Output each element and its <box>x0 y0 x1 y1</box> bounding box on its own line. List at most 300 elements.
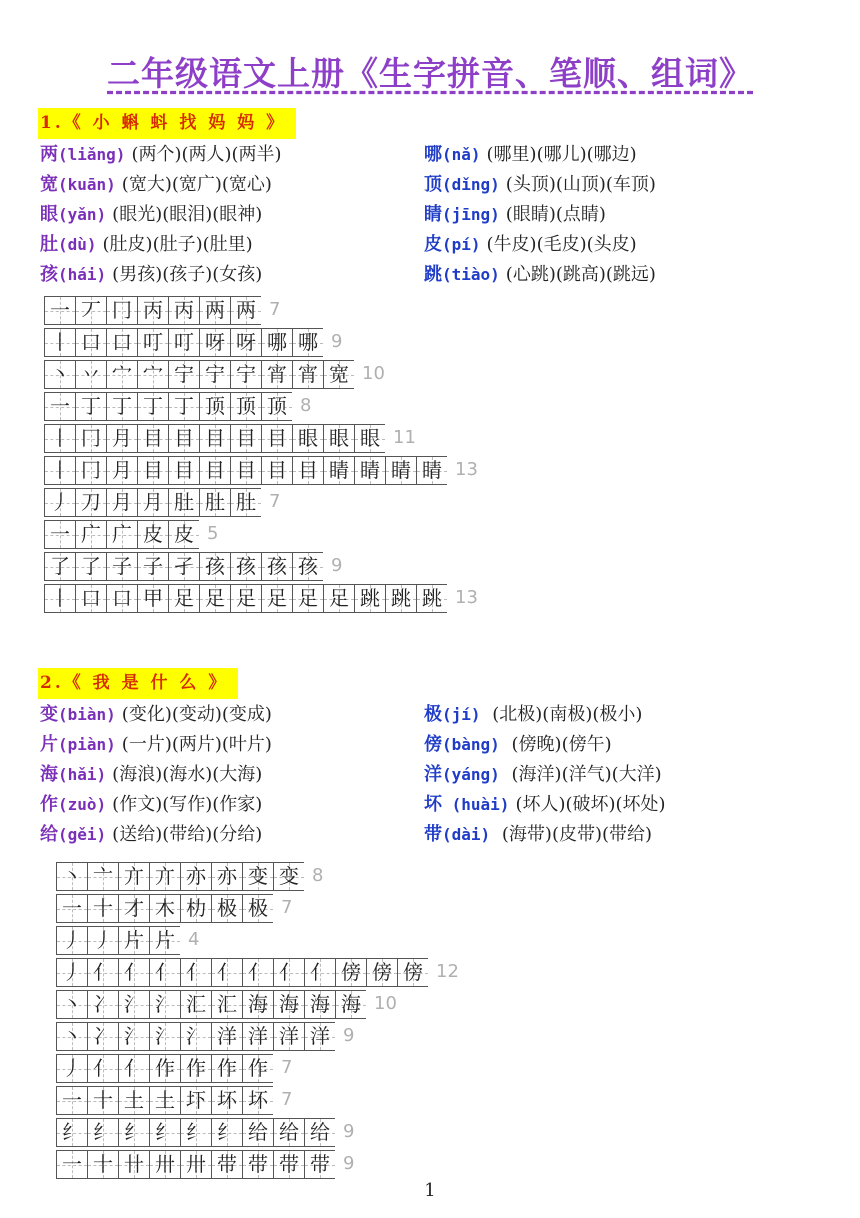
stroke-order-row <box>44 552 478 584</box>
stroke-step-char: 足 <box>174 586 194 610</box>
stroke-step-box <box>106 392 137 421</box>
stroke-step-char: 皮 <box>174 522 194 546</box>
stroke-step-box <box>56 1086 87 1115</box>
stroke-step-char: 呀 <box>236 330 256 354</box>
stroke-step-char: 傍 <box>341 960 361 984</box>
stroke-step-box <box>242 1118 273 1147</box>
stroke-step-char: 丙 <box>174 298 194 322</box>
stroke-step-box <box>75 456 106 485</box>
stroke-step-char: 洋 <box>279 1024 299 1048</box>
stroke-step-box <box>385 584 416 613</box>
stroke-count: 9 <box>331 555 343 576</box>
stroke-step-box <box>87 1086 118 1115</box>
stroke-step-char: 洋 <box>217 1024 237 1048</box>
stroke-step-box <box>304 990 335 1019</box>
stroke-step-char: 纟 <box>186 1120 206 1144</box>
stroke-step-box <box>168 296 199 325</box>
stroke-step-box <box>242 958 273 987</box>
stroke-step-char: 孩 <box>205 554 225 578</box>
stroke-step-char: 十 <box>93 1088 113 1112</box>
stroke-step-box <box>44 488 75 517</box>
vocab-pinyin: (dài) <box>442 825 491 844</box>
vocab-entry <box>40 230 253 260</box>
stroke-step-box <box>75 488 106 517</box>
stroke-step-box <box>149 958 180 987</box>
stroke-step-box <box>230 456 261 485</box>
stroke-step-box <box>44 456 75 485</box>
stroke-step-box <box>242 1054 273 1083</box>
stroke-step-char: 跳 <box>360 586 380 610</box>
vocab-pinyin: (dù) <box>58 235 97 254</box>
stroke-step-box <box>261 392 292 421</box>
vocab-words: (眼睛)(点睛) <box>505 204 606 225</box>
vocab-pinyin: (biàn) <box>58 705 116 724</box>
stroke-step-char: 一 <box>50 394 70 418</box>
vocab-pinyin: (yǎn) <box>58 205 107 224</box>
stroke-step-char: 纟 <box>217 1120 237 1144</box>
stroke-step-char: 作 <box>186 1056 206 1080</box>
vocab-pinyin: (huài) <box>442 795 510 814</box>
stroke-count: 7 <box>281 1057 293 1078</box>
stroke-order-block-2 <box>56 862 459 1182</box>
stroke-step-char: 目 <box>205 458 225 482</box>
stroke-step-char: 孩 <box>267 554 287 578</box>
stroke-step-box <box>118 862 149 891</box>
vocab-char: 给 <box>40 824 58 845</box>
stroke-step-box <box>385 456 416 485</box>
stroke-step-box <box>149 1150 180 1179</box>
stroke-step-char: 目 <box>143 458 163 482</box>
stroke-step-box <box>180 1150 211 1179</box>
stroke-order-row <box>44 584 478 616</box>
stroke-step-box <box>75 520 106 549</box>
stroke-step-box <box>87 894 118 923</box>
stroke-step-box <box>242 862 273 891</box>
stroke-step-box <box>118 926 149 955</box>
stroke-step-char: 叮 <box>143 330 163 354</box>
stroke-step-box <box>87 862 118 891</box>
stroke-step-box <box>292 328 323 357</box>
stroke-step-box <box>211 1086 242 1115</box>
stroke-step-box <box>199 392 230 421</box>
stroke-step-box <box>56 1150 87 1179</box>
vocab-words: (宽大)(宽广)(宽心) <box>121 174 272 195</box>
stroke-step-box <box>211 862 242 891</box>
stroke-step-char: 刀 <box>81 490 101 514</box>
stroke-step-box <box>335 958 366 987</box>
stroke-step-char: 顶 <box>236 394 256 418</box>
vocab-words: (海带)(皮带)(带给) <box>496 824 653 845</box>
stroke-step-box <box>168 520 199 549</box>
stroke-step-char: 丨 <box>50 426 70 450</box>
vocab-char: 跳 <box>424 264 442 285</box>
vocab-words: (男孩)(孩子)(女孩) <box>112 264 263 285</box>
stroke-order-row <box>56 926 459 958</box>
stroke-step-box <box>44 392 75 421</box>
vocab-entry <box>424 790 666 820</box>
stroke-step-char: 睛 <box>360 458 380 482</box>
stroke-step-box <box>180 894 211 923</box>
stroke-order-row <box>44 392 478 424</box>
stroke-step-char: 跳 <box>391 586 411 610</box>
stroke-step-char: 亻 <box>155 960 175 984</box>
vocab-pinyin: (jīng) <box>442 205 500 224</box>
vocab-entry <box>40 790 262 820</box>
vocab-char: 皮 <box>424 234 442 255</box>
stroke-step-char: 亻 <box>248 960 268 984</box>
vocab-words: (作文)(写作)(作家) <box>112 794 263 815</box>
stroke-step-box <box>87 990 118 1019</box>
stroke-step-box <box>106 456 137 485</box>
stroke-step-box <box>335 990 366 1019</box>
stroke-step-char: 卅 <box>155 1152 175 1176</box>
vocab-entry <box>424 200 606 230</box>
stroke-step-box <box>118 990 149 1019</box>
stroke-step-char: 子 <box>112 554 132 578</box>
stroke-step-box <box>118 894 149 923</box>
stroke-step-box <box>87 958 118 987</box>
stroke-step-box <box>323 360 354 389</box>
stroke-step-box <box>75 552 106 581</box>
stroke-step-char: 亠 <box>93 864 113 888</box>
vocab-char: 坏 <box>424 794 442 815</box>
vocab-char: 片 <box>40 734 58 755</box>
stroke-count: 7 <box>269 491 281 512</box>
stroke-step-char: 亦 <box>186 864 206 888</box>
stroke-count: 9 <box>343 1153 355 1174</box>
vocab-entry <box>424 260 656 290</box>
stroke-step-char: 丁 <box>143 394 163 418</box>
stroke-step-box <box>242 1086 273 1115</box>
stroke-step-char: 足 <box>205 586 225 610</box>
stroke-step-char: 圷 <box>186 1088 206 1112</box>
stroke-step-char: 片 <box>155 928 175 952</box>
stroke-step-box <box>56 926 87 955</box>
stroke-step-box <box>180 1022 211 1051</box>
stroke-step-box <box>199 328 230 357</box>
vocab-char: 哪 <box>424 144 442 165</box>
stroke-step-box <box>168 456 199 485</box>
vocab-char: 洋 <box>424 764 442 785</box>
stroke-step-box <box>106 488 137 517</box>
stroke-order-row <box>44 488 478 520</box>
stroke-step-char: 丷 <box>81 362 101 386</box>
stroke-step-char: 丿 <box>93 928 113 952</box>
stroke-step-box <box>149 1022 180 1051</box>
stroke-step-char: 一 <box>62 1088 82 1112</box>
stroke-step-box <box>118 1054 149 1083</box>
stroke-step-char: 氵 <box>124 992 144 1016</box>
stroke-step-char: 口 <box>81 586 101 610</box>
vocab-pinyin: (pí) <box>442 235 481 254</box>
stroke-step-char: 一 <box>62 896 82 920</box>
stroke-step-box <box>75 424 106 453</box>
stroke-step-char: 土 <box>124 1088 144 1112</box>
stroke-step-box <box>168 392 199 421</box>
stroke-step-box <box>44 552 75 581</box>
vocab-entry <box>40 140 282 170</box>
vocab-entry <box>40 170 272 200</box>
stroke-step-box <box>354 424 385 453</box>
stroke-step-char: 纟 <box>93 1120 113 1144</box>
stroke-step-box <box>75 296 106 325</box>
stroke-step-char: 丶 <box>62 864 82 888</box>
stroke-step-box <box>137 584 168 613</box>
stroke-step-box <box>199 552 230 581</box>
stroke-step-box <box>168 360 199 389</box>
stroke-step-char: 甲 <box>143 586 163 610</box>
stroke-step-box <box>199 360 230 389</box>
page-title: 二年级语文上册《生字拼音、笔顺、组词》 <box>107 54 753 93</box>
stroke-step-char: 氵 <box>155 992 175 1016</box>
vocab-pinyin: (zuò) <box>58 795 107 814</box>
stroke-step-box <box>168 424 199 453</box>
stroke-step-box <box>261 424 292 453</box>
stroke-step-box <box>180 1086 211 1115</box>
stroke-step-char: 带 <box>279 1152 299 1176</box>
stroke-step-box <box>44 296 75 325</box>
stroke-step-char: 睛 <box>422 458 442 482</box>
stroke-step-box <box>168 552 199 581</box>
vocab-char: 带 <box>424 824 442 845</box>
vocab-entry <box>424 730 612 760</box>
stroke-step-box <box>323 584 354 613</box>
vocab-words: (海浪)(海水)(大海) <box>112 764 263 785</box>
stroke-step-char: 丶 <box>62 992 82 1016</box>
vocab-char: 傍 <box>424 734 442 755</box>
vocab-entry <box>424 140 637 170</box>
stroke-step-box <box>416 584 447 613</box>
stroke-step-box <box>261 360 292 389</box>
stroke-step-box <box>87 1022 118 1051</box>
stroke-step-box <box>106 328 137 357</box>
vocab-entry <box>424 700 642 730</box>
stroke-order-row <box>56 1118 459 1150</box>
vocab-words: (牛皮)(毛皮)(头皮) <box>486 234 637 255</box>
vocab-char: 两 <box>40 144 58 165</box>
stroke-step-char: 亻 <box>310 960 330 984</box>
stroke-step-char: 目 <box>143 426 163 450</box>
stroke-step-box <box>211 1150 242 1179</box>
vocab-pinyin: (jí) <box>442 705 481 724</box>
stroke-count: 10 <box>374 993 397 1014</box>
vocab-entry <box>424 170 656 200</box>
stroke-step-box <box>180 1118 211 1147</box>
stroke-step-char: 宵 <box>298 362 318 386</box>
stroke-step-char: 宁 <box>236 362 256 386</box>
stroke-step-box <box>87 926 118 955</box>
stroke-step-char: 月 <box>112 426 132 450</box>
stroke-step-char: 月 <box>112 490 132 514</box>
stroke-step-char: 宁 <box>174 362 194 386</box>
stroke-step-box <box>230 552 261 581</box>
stroke-step-char: 丁 <box>81 394 101 418</box>
vocab-words: (海洋)(洋气)(大洋) <box>505 764 662 785</box>
stroke-step-box <box>242 1150 273 1179</box>
stroke-count: 13 <box>455 587 478 608</box>
stroke-step-char: 宀 <box>112 362 132 386</box>
stroke-step-box <box>75 392 106 421</box>
stroke-step-char: 氵 <box>186 1024 206 1048</box>
stroke-step-char: 口 <box>81 330 101 354</box>
stroke-step-box <box>323 424 354 453</box>
stroke-step-box <box>87 1118 118 1147</box>
stroke-step-box <box>211 990 242 1019</box>
stroke-step-char: 纟 <box>124 1120 144 1144</box>
stroke-step-char: 两 <box>205 298 225 322</box>
vocab-char: 顶 <box>424 174 442 195</box>
stroke-step-char: 木 <box>155 896 175 920</box>
stroke-step-char: 丶 <box>50 362 70 386</box>
stroke-step-box <box>242 990 273 1019</box>
vocab-words: (一片)(两片)(叶片) <box>121 734 272 755</box>
stroke-step-box <box>230 328 261 357</box>
stroke-step-box <box>354 456 385 485</box>
stroke-step-char: 眼 <box>298 426 318 450</box>
stroke-step-box <box>180 958 211 987</box>
stroke-count: 4 <box>188 929 200 950</box>
stroke-step-char: 宵 <box>267 362 287 386</box>
stroke-step-char: 极 <box>217 896 237 920</box>
stroke-step-char: 眼 <box>360 426 380 450</box>
stroke-step-char: 肚 <box>205 490 225 514</box>
stroke-step-char: 足 <box>267 586 287 610</box>
stroke-step-char: 冂 <box>81 426 101 450</box>
vocab-char: 极 <box>424 704 442 725</box>
stroke-step-box <box>211 958 242 987</box>
stroke-step-char: 丿 <box>62 928 82 952</box>
stroke-step-box <box>273 990 304 1019</box>
stroke-step-box <box>137 552 168 581</box>
vocab-pinyin: (yáng) <box>442 765 500 784</box>
stroke-step-char: 丆 <box>81 298 101 322</box>
stroke-step-box <box>168 488 199 517</box>
stroke-step-box <box>106 584 137 613</box>
stroke-order-row <box>56 990 459 1022</box>
page-number: 1 <box>424 1180 436 1201</box>
stroke-step-box <box>199 584 230 613</box>
stroke-count: 8 <box>312 865 324 886</box>
vocab-entry <box>424 820 652 850</box>
stroke-step-char: 氵 <box>155 1024 175 1048</box>
stroke-step-box <box>230 488 261 517</box>
stroke-step-box <box>56 862 87 891</box>
vocab-words: (北极)(南极)(极小) <box>486 704 643 725</box>
stroke-step-char: 亦 <box>217 864 237 888</box>
stroke-step-box <box>149 1118 180 1147</box>
stroke-step-char: 冂 <box>81 458 101 482</box>
stroke-step-box <box>56 1022 87 1051</box>
stroke-step-char: 坏 <box>248 1088 268 1112</box>
vocab-words: (变化)(变动)(变成) <box>121 704 272 725</box>
stroke-step-box <box>416 456 447 485</box>
stroke-step-box <box>230 424 261 453</box>
stroke-step-char: 冫 <box>93 1024 113 1048</box>
stroke-step-char: 给 <box>310 1120 330 1144</box>
stroke-step-box <box>304 1118 335 1147</box>
vocab-char: 孩 <box>40 264 58 285</box>
stroke-step-box <box>292 424 323 453</box>
section-header-2: 2.《 我 是 什 么 》 <box>38 668 238 699</box>
stroke-step-box <box>106 424 137 453</box>
stroke-step-box <box>292 584 323 613</box>
stroke-step-char: 作 <box>248 1056 268 1080</box>
vocab-pinyin: (gěi) <box>58 825 107 844</box>
stroke-step-box <box>273 1150 304 1179</box>
stroke-step-char: 哪 <box>267 330 287 354</box>
stroke-step-char: 哪 <box>298 330 318 354</box>
stroke-step-char: 宽 <box>329 362 349 386</box>
stroke-step-box <box>118 1022 149 1051</box>
stroke-step-char: 带 <box>217 1152 237 1176</box>
stroke-step-char: 月 <box>112 458 132 482</box>
stroke-step-char: 一 <box>50 522 70 546</box>
stroke-step-box <box>106 360 137 389</box>
stroke-order-row <box>44 360 478 392</box>
stroke-step-char: 才 <box>124 896 144 920</box>
stroke-step-char: 口 <box>112 586 132 610</box>
stroke-step-box <box>304 958 335 987</box>
stroke-step-box <box>149 894 180 923</box>
stroke-step-box <box>56 958 87 987</box>
vocab-char: 海 <box>40 764 58 785</box>
stroke-step-box <box>106 520 137 549</box>
stroke-step-box <box>56 1118 87 1147</box>
stroke-step-char: 卄 <box>124 1152 144 1176</box>
vocab-words: (两个)(两人)(两半) <box>131 144 282 165</box>
stroke-order-row <box>56 894 459 926</box>
stroke-step-char: 海 <box>279 992 299 1016</box>
stroke-count: 8 <box>300 395 312 416</box>
stroke-step-box <box>230 360 261 389</box>
stroke-step-char: 朸 <box>186 896 206 920</box>
stroke-order-block-1 <box>44 296 478 616</box>
stroke-step-box <box>118 1150 149 1179</box>
stroke-step-char: 广 <box>81 522 101 546</box>
vocab-char: 作 <box>40 794 58 815</box>
stroke-step-box <box>87 1054 118 1083</box>
stroke-step-box <box>137 296 168 325</box>
stroke-step-box <box>149 862 180 891</box>
stroke-step-box <box>180 990 211 1019</box>
stroke-step-box <box>137 392 168 421</box>
stroke-step-box <box>180 862 211 891</box>
stroke-order-row <box>56 1022 459 1054</box>
stroke-step-box <box>230 584 261 613</box>
vocab-words: (肚皮)(肚子)(肚里) <box>102 234 253 255</box>
stroke-step-char: 宀 <box>143 362 163 386</box>
stroke-step-box <box>56 990 87 1019</box>
stroke-step-char: 丨 <box>50 458 70 482</box>
vocab-words: (坏人)(破坏)(坏处) <box>515 794 666 815</box>
stroke-step-char: 亻 <box>279 960 299 984</box>
stroke-step-char: 带 <box>310 1152 330 1176</box>
stroke-step-char: 极 <box>248 896 268 920</box>
vocab-pinyin: (bàng) <box>442 735 500 754</box>
stroke-step-char: 变 <box>279 864 299 888</box>
stroke-step-char: 广 <box>112 522 132 546</box>
stroke-step-char: 十 <box>93 896 113 920</box>
stroke-step-box <box>354 584 385 613</box>
stroke-step-char: 孩 <box>298 554 318 578</box>
stroke-step-box <box>273 958 304 987</box>
vocab-pinyin: (liǎng) <box>58 145 126 164</box>
vocab-entry <box>40 760 262 790</box>
stroke-count: 13 <box>455 459 478 480</box>
stroke-step-char: 眼 <box>329 426 349 450</box>
stroke-step-char: 汇 <box>186 992 206 1016</box>
stroke-step-char: 土 <box>155 1088 175 1112</box>
